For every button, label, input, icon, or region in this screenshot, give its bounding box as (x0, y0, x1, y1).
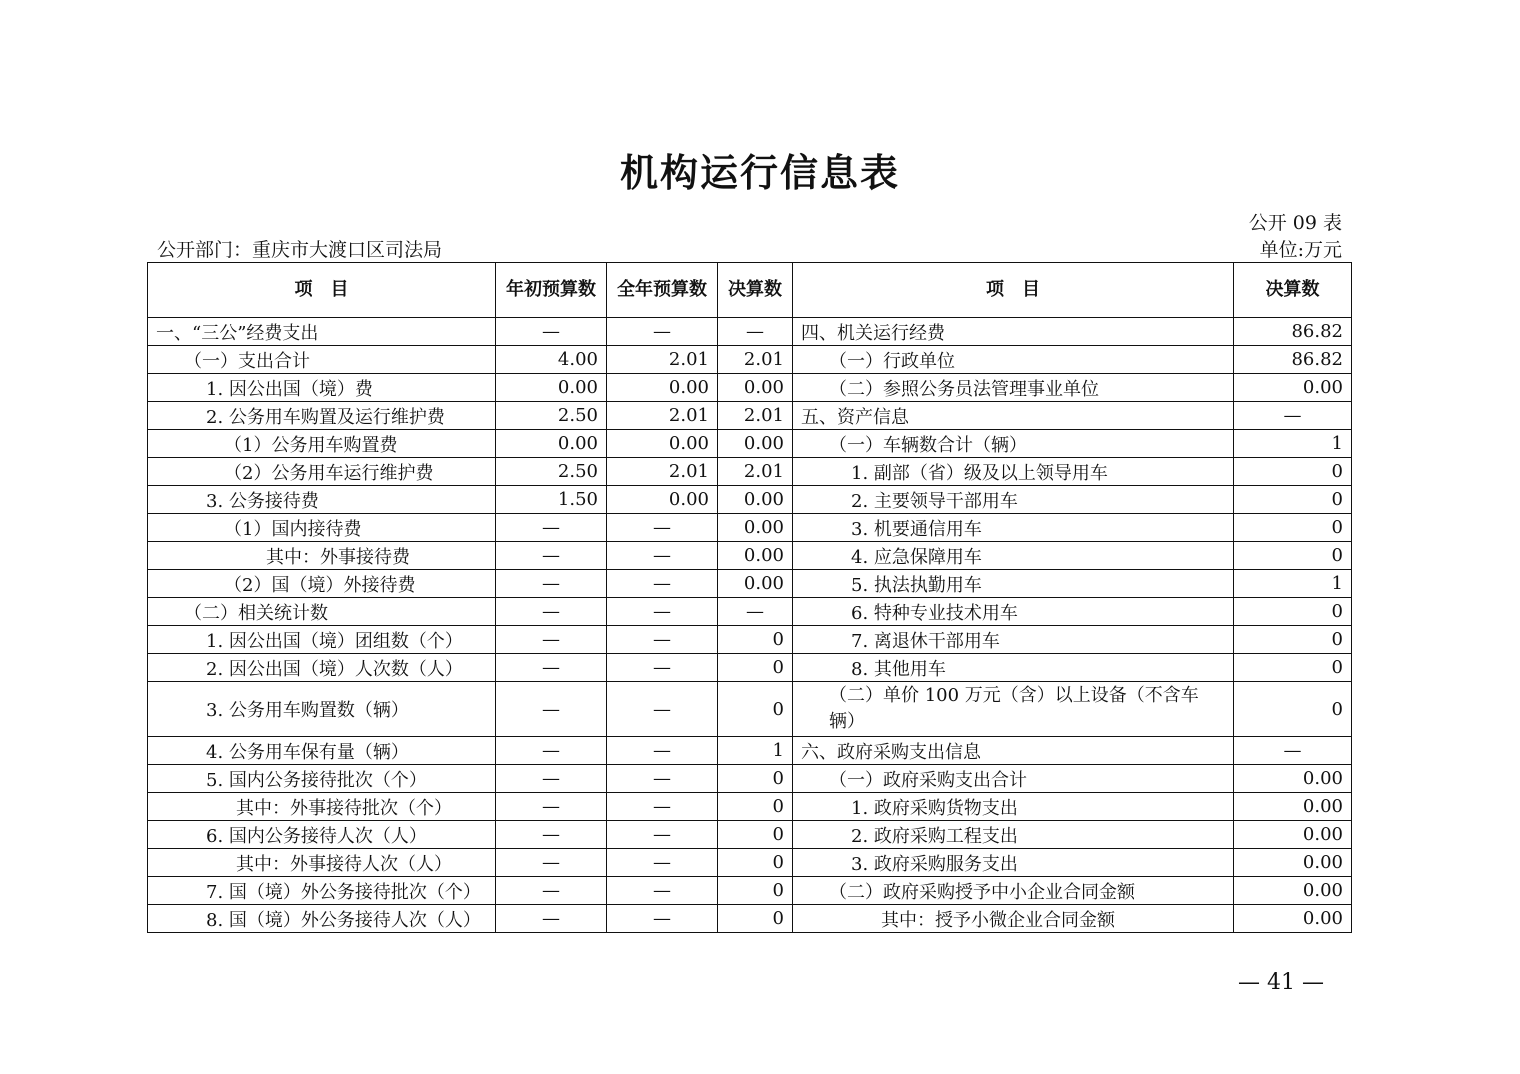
row-final: 0 (718, 626, 793, 654)
row-item-right: 四、机关运行经费 (793, 318, 1234, 346)
row-initial-budget: 2.50 (496, 458, 607, 486)
table-row (148, 458, 1352, 486)
row-final-right: 1 (1234, 570, 1352, 598)
row-item-left: 2. 因公出国（境）人次数（人） (148, 654, 496, 682)
row-initial-budget: — (496, 905, 607, 933)
row-initial-budget: — (496, 765, 607, 793)
row-item-left: （一）支出合计 (148, 346, 496, 374)
row-item-left: 其中：外事接待批次（个） (148, 793, 496, 821)
row-final: 0 (718, 765, 793, 793)
row-final: — (718, 598, 793, 626)
row-final: 0 (718, 905, 793, 933)
row-item-right: 六、政府采购支出信息 (793, 737, 1234, 765)
row-item-right: （二）政府采购授予中小企业合同金额 (793, 877, 1234, 905)
row-final: — (718, 318, 793, 346)
header-final-right: 决算数 (1234, 263, 1352, 318)
row-item-right: 2. 主要领导干部用车 (793, 486, 1234, 514)
row-full-budget: — (607, 877, 718, 905)
table-row (148, 626, 1352, 654)
row-initial-budget: — (496, 793, 607, 821)
table-row (148, 486, 1352, 514)
row-full-budget: — (607, 654, 718, 682)
table-row (148, 514, 1352, 542)
row-initial-budget: — (496, 626, 607, 654)
row-final: 1 (718, 737, 793, 765)
table-row (148, 654, 1352, 682)
row-full-budget: — (607, 737, 718, 765)
header-item: 项 目 (148, 263, 496, 318)
table-row (148, 849, 1352, 877)
row-final-right: 0 (1234, 486, 1352, 514)
row-item-left: 1. 因公出国（境）费 (148, 374, 496, 402)
row-final: 0.00 (718, 374, 793, 402)
row-final-right: 0.00 (1234, 821, 1352, 849)
row-item-left: 3. 公务用车购置数（辆） (148, 682, 496, 737)
row-item-right: 五、资产信息 (793, 402, 1234, 430)
header-initial-budget: 年初预算数 (496, 263, 607, 318)
row-item-right: （二）参照公务员法管理事业单位 (793, 374, 1234, 402)
row-initial-budget: — (496, 570, 607, 598)
row-item-left: 6. 国内公务接待人次（人） (148, 821, 496, 849)
row-final: 0.00 (718, 542, 793, 570)
row-item-left: 7. 国（境）外公务接待批次（个） (148, 877, 496, 905)
table-row (148, 793, 1352, 821)
row-final-right: 0.00 (1234, 905, 1352, 933)
row-final-right: — (1234, 737, 1352, 765)
row-full-budget: 2.01 (607, 458, 718, 486)
table-row (148, 374, 1352, 402)
row-initial-budget: 0.00 (496, 430, 607, 458)
row-full-budget: — (607, 318, 718, 346)
row-final: 0 (718, 682, 793, 737)
row-item-left: （二）相关统计数 (148, 598, 496, 626)
row-item-left: 1. 因公出国（境）团组数（个） (148, 626, 496, 654)
row-final: 0.00 (718, 514, 793, 542)
row-item-right: （一）行政单位 (793, 346, 1234, 374)
row-item-right: 6. 特种专业技术用车 (793, 598, 1234, 626)
row-item-right: 其中：授予小微企业合同金额 (793, 905, 1234, 933)
row-full-budget: 0.00 (607, 486, 718, 514)
row-full-budget: 0.00 (607, 430, 718, 458)
row-item-right: 3. 机要通信用车 (793, 514, 1234, 542)
table-row (148, 737, 1352, 765)
row-initial-budget: — (496, 654, 607, 682)
row-item-left: （2）国（境）外接待费 (148, 570, 496, 598)
row-final-right: 1 (1234, 430, 1352, 458)
row-full-budget: — (607, 765, 718, 793)
row-item-right: （一）政府采购支出合计 (793, 765, 1234, 793)
table-row (148, 402, 1352, 430)
table-row (148, 346, 1352, 374)
row-final: 2.01 (718, 346, 793, 374)
page-number: — 41 — (1238, 970, 1324, 995)
row-final: 0 (718, 793, 793, 821)
department-label: 公开部门：重庆市大渡口区司法局 (157, 239, 443, 261)
header-final: 决算数 (718, 263, 793, 318)
row-final: 0.00 (718, 486, 793, 514)
table-row (148, 430, 1352, 458)
table-row (148, 877, 1352, 905)
row-item-left: 其中：外事接待人次（人） (148, 849, 496, 877)
row-item-left: （1）公务用车购置费 (148, 430, 496, 458)
table-header-row (148, 263, 1352, 318)
row-initial-budget: — (496, 737, 607, 765)
row-item-left: 其中：外事接待费 (148, 542, 496, 570)
row-item-right: 7. 离退休干部用车 (793, 626, 1234, 654)
row-item-left: 2. 公务用车购置及运行维护费 (148, 402, 496, 430)
table-row (148, 570, 1352, 598)
row-initial-budget: — (496, 821, 607, 849)
row-full-budget: — (607, 570, 718, 598)
row-final-right: 86.82 (1234, 318, 1352, 346)
row-final: 0 (718, 849, 793, 877)
row-item-left: 3. 公务接待费 (148, 486, 496, 514)
row-full-budget: — (607, 821, 718, 849)
row-item-left: 4. 公务用车保有量（辆） (148, 737, 496, 765)
header-item-right: 项 目 (793, 263, 1234, 318)
row-full-budget: — (607, 514, 718, 542)
row-final-right: 0.00 (1234, 877, 1352, 905)
row-initial-budget: 1.50 (496, 486, 607, 514)
row-initial-budget: 4.00 (496, 346, 607, 374)
row-full-budget: 0.00 (607, 374, 718, 402)
row-item-right: （二）单价 100 万元（含）以上设备（不含车辆） (793, 682, 1234, 737)
row-item-left: 一、“三公”经费支出 (148, 318, 496, 346)
form-code: 公开 09 表 (1248, 212, 1342, 234)
row-initial-budget: — (496, 514, 607, 542)
table-body (148, 318, 1352, 933)
row-item-right: 1. 副部（省）级及以上领导用车 (793, 458, 1234, 486)
row-full-budget: — (607, 682, 718, 737)
row-final: 0 (718, 877, 793, 905)
row-initial-budget: — (496, 849, 607, 877)
row-item-right: 3. 政府采购服务支出 (793, 849, 1234, 877)
row-item-right: 4. 应急保障用车 (793, 542, 1234, 570)
row-final-right: 0 (1234, 514, 1352, 542)
row-final: 2.01 (718, 458, 793, 486)
row-final-right: 0 (1234, 654, 1352, 682)
row-final-right: 86.82 (1234, 346, 1352, 374)
row-item-left: 8. 国（境）外公务接待人次（人） (148, 905, 496, 933)
row-final-right: — (1234, 402, 1352, 430)
row-item-left: 5. 国内公务接待批次（个） (148, 765, 496, 793)
row-initial-budget: — (496, 598, 607, 626)
row-final-right: 0 (1234, 542, 1352, 570)
row-final-right: 0 (1234, 682, 1352, 737)
row-final: 0 (718, 654, 793, 682)
row-item-right: （一）车辆数合计（辆） (793, 430, 1234, 458)
table-row (148, 318, 1352, 346)
row-final-right: 0 (1234, 626, 1352, 654)
row-full-budget: — (607, 626, 718, 654)
row-item-right: 5. 执法执勤用车 (793, 570, 1234, 598)
row-initial-budget: 0.00 (496, 374, 607, 402)
table-row (148, 765, 1352, 793)
row-full-budget: — (607, 849, 718, 877)
row-initial-budget: — (496, 877, 607, 905)
row-final: 0.00 (718, 570, 793, 598)
row-final: 0.00 (718, 430, 793, 458)
row-final-right: 0.00 (1234, 849, 1352, 877)
header-full-budget: 全年预算数 (607, 263, 718, 318)
row-full-budget: — (607, 542, 718, 570)
row-final-right: 0.00 (1234, 374, 1352, 402)
row-final: 0 (718, 821, 793, 849)
table-row (148, 598, 1352, 626)
row-item-left: （1）国内接待费 (148, 514, 496, 542)
unit-label: 单位:万元 (1259, 239, 1342, 261)
row-full-budget: — (607, 905, 718, 933)
row-item-right: 2. 政府采购工程支出 (793, 821, 1234, 849)
row-initial-budget: 2.50 (496, 402, 607, 430)
row-final-right: 0 (1234, 598, 1352, 626)
row-final-right: 0 (1234, 458, 1352, 486)
table-row (148, 542, 1352, 570)
row-full-budget: 2.01 (607, 402, 718, 430)
row-initial-budget: — (496, 542, 607, 570)
row-initial-budget: — (496, 682, 607, 737)
row-final-right: 0.00 (1234, 765, 1352, 793)
row-full-budget: — (607, 598, 718, 626)
row-final: 2.01 (718, 402, 793, 430)
row-initial-budget: — (496, 318, 607, 346)
row-item-left: （2）公务用车运行维护费 (148, 458, 496, 486)
table-row (148, 821, 1352, 849)
row-item-right: 1. 政府采购货物支出 (793, 793, 1234, 821)
table-row (148, 682, 1352, 737)
row-full-budget: 2.01 (607, 346, 718, 374)
page-title: 机构运行信息表 (619, 151, 900, 195)
row-final-right: 0.00 (1234, 793, 1352, 821)
table-row (148, 905, 1352, 933)
row-full-budget: — (607, 793, 718, 821)
row-item-right: 8. 其他用车 (793, 654, 1234, 682)
operations-info-table (147, 262, 1352, 933)
